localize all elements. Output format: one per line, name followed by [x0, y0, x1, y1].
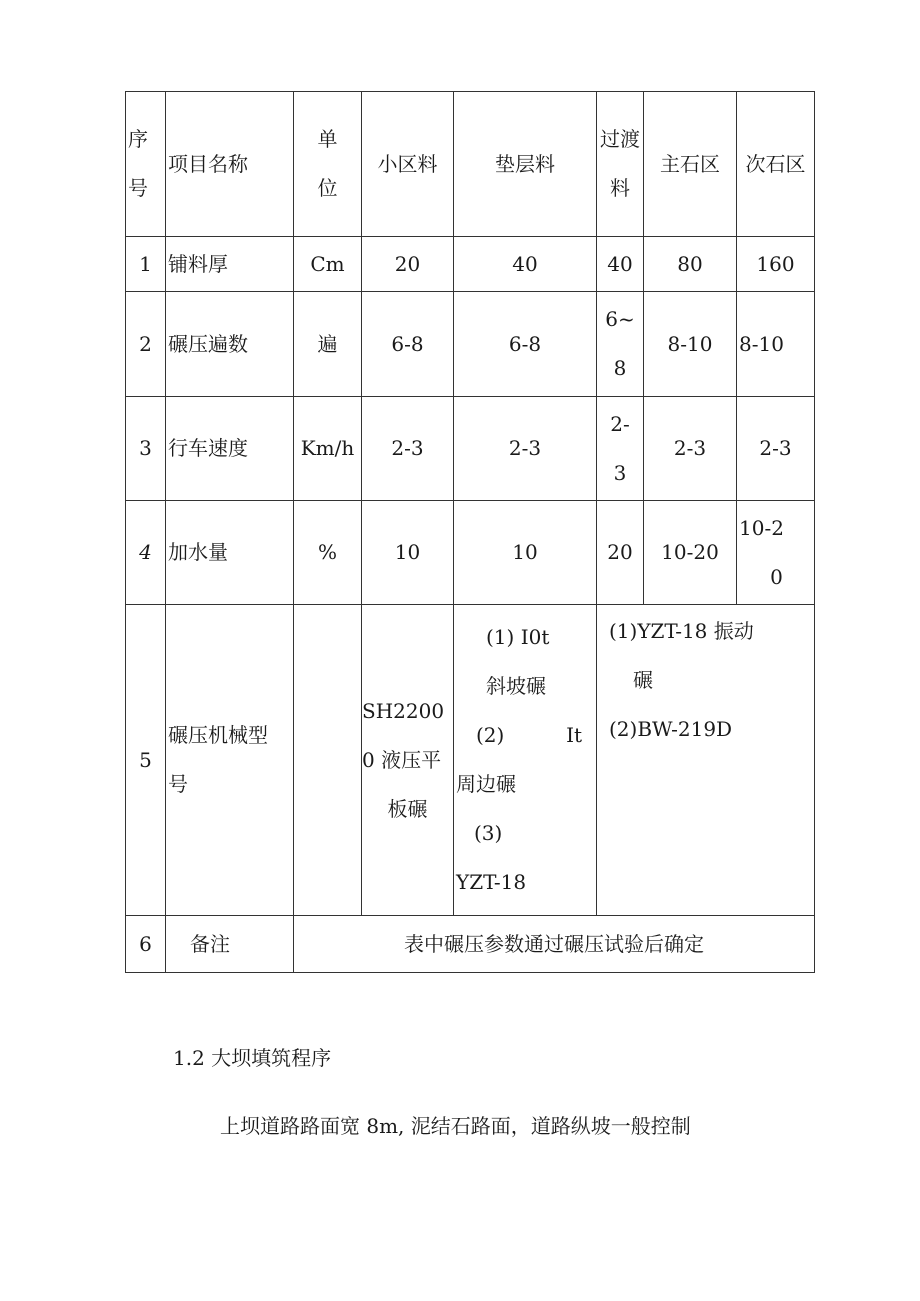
header-unit: 单 位: [294, 92, 362, 237]
table-row: [126, 237, 815, 292]
row-xiaoqu: 2-3: [362, 397, 454, 501]
row-dianceng: 40: [454, 237, 597, 292]
row-item: 铺料厚: [166, 237, 294, 292]
header-item-name: 项目名称: [166, 92, 294, 237]
row-unit: [294, 605, 362, 916]
body-paragraph: 上坝道路路面宽 8m, 泥结石路面，道路纵坡一般控制: [220, 1114, 691, 1138]
row-item: 备注: [166, 916, 294, 973]
row-item: 加水量: [166, 501, 294, 605]
row-unit: 遍: [294, 292, 362, 397]
row-seq: 5: [126, 605, 166, 916]
row-unit: Cm: [294, 237, 362, 292]
row-item: 碾压机械型 号: [166, 605, 294, 916]
header-dianceng: 垫层料: [454, 92, 597, 237]
row-unit: %: [294, 501, 362, 605]
row-cishi: 10-2 0: [737, 501, 815, 605]
row-dianceng: 2-3: [454, 397, 597, 501]
row-xiaoqu: 6-8: [362, 292, 454, 397]
row-item: 碾压遍数: [166, 292, 294, 397]
header-row: [126, 92, 815, 237]
row-seq: 4: [126, 501, 166, 605]
header-guodu: 过渡 料: [597, 92, 644, 237]
row-xiaoqu: 20: [362, 237, 454, 292]
row-guodu: 2- 3: [597, 397, 644, 501]
row-zhushi: 8-10: [644, 292, 737, 397]
header-xiaoqu: 小区料: [362, 92, 454, 237]
row-cishi: 160: [737, 237, 815, 292]
row-seq: 2: [126, 292, 166, 397]
row-zhushi: 80: [644, 237, 737, 292]
row-seq: 3: [126, 397, 166, 501]
row-guodu: 6~ 8: [597, 292, 644, 397]
table-row: [126, 292, 815, 397]
row-xiaoqu: SH2200 0 液压平 板碾: [362, 605, 454, 916]
machine-row: [126, 605, 815, 916]
row-dianceng: 6-8: [454, 292, 597, 397]
row-cishi: 2-3: [737, 397, 815, 501]
row-dianceng: (1) I0t 斜坡碾 (2) It 周边碾 (3) YZT-18: [454, 605, 597, 916]
row-zhushi: 2-3: [644, 397, 737, 501]
roller-parameter-table: [125, 91, 815, 973]
header-zhushi: 主石区: [644, 92, 737, 237]
row-item: 行车速度: [166, 397, 294, 501]
row-seq: 6: [126, 916, 166, 973]
table-row: [126, 501, 815, 605]
header-cishi: 次石区: [737, 92, 815, 237]
row-xiaoqu: 10: [362, 501, 454, 605]
row-machines-rest: (1)YZT-18 振动 碾 (2)BW-219D: [597, 605, 815, 916]
row-seq: 1: [126, 237, 166, 292]
row-unit: Km/h: [294, 397, 362, 501]
note-text: 表中碾压参数通过碾压试验后确定: [294, 916, 815, 973]
row-zhushi: 10-20: [644, 501, 737, 605]
table-row: [126, 397, 815, 501]
row-dianceng: 10: [454, 501, 597, 605]
header-seq: 序 号: [126, 92, 166, 237]
row-cishi: 8-10: [737, 292, 815, 397]
note-row: [126, 916, 815, 973]
row-guodu: 20: [597, 501, 644, 605]
row-guodu: 40: [597, 237, 644, 292]
section-heading: 1.2 大坝填筑程序: [173, 1046, 332, 1070]
